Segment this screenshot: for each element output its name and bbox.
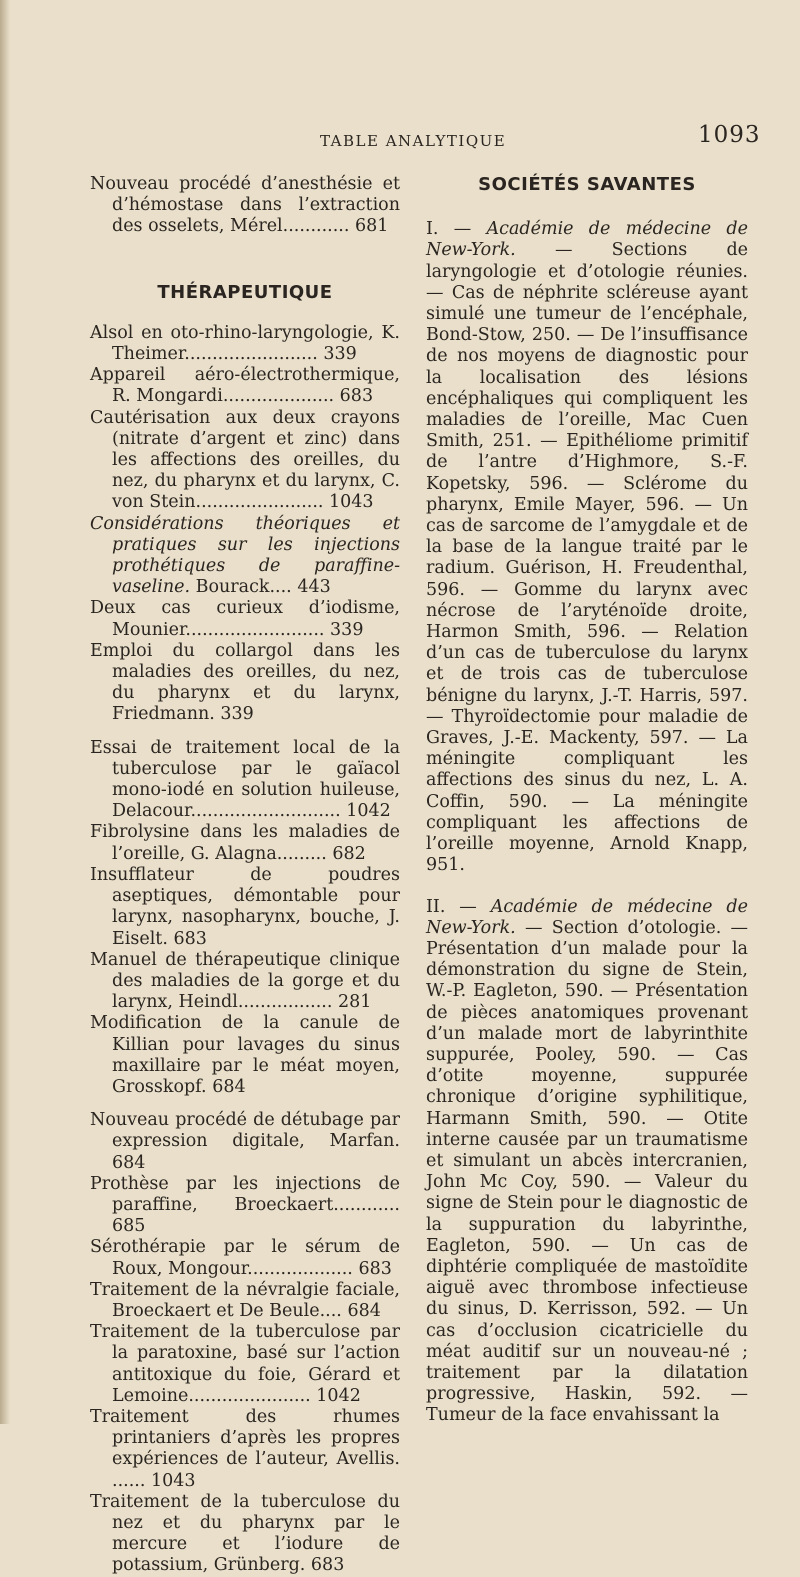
index-entry: [90, 514, 400, 599]
index-entry: [90, 641, 400, 726]
entry-page: 681: [354, 216, 389, 237]
running-title: TABLE ANALYTIQUE: [320, 132, 507, 150]
entry-text: Traitement des rhumes printaniers d’après les propres expériences de l’auteur, Avellis. ......: [90, 1406, 400, 1491]
entry-page: 683: [358, 1258, 392, 1279]
society-body: — Sections de laryngologie et d’otologie réunies. — Cas de néphrite scléreuse ayant simulé une tumeur de l’encéphale, Bond-Stow, 250. — De l’insuffisance de nos moyens de diagnostic pour la localisation des lésions encéphaliques qui compliquent les maladies de l’oreille, Mac Cuen Smith, 251. — Epithéliome primitif de l’antre d’Highmore, S.-F. Kopetsky, 596. — Sclérome du pharynx, Emile Mayer, 596. — Un cas de sarcome de l’amygdale et de la base de la langue traité par le radium. Guérison, H. Freudenthal, 596. — Gomme du larynx avec nécrose de l’aryténoïde droite, Harmon Smith, 596. — Relation d’un cas de tuberculose du larynx et de trois cas de tuberculose bénigne du larynx, J.-T. Harris, 597. — Thyroïdectomie pour maladie de Graves, J.-E. Mackenty, 597. — La méningite compliquant les affections des sinus du nez, L. A. Coffin, 590. — La méningite compliquant les affections de l’oreille moyenne, Arnold Knapp, 951.: [426, 240, 748, 876]
index-entry: [90, 1237, 400, 1279]
entry-text: Nouveau procédé de détubage par expression digitale, Marfan.: [90, 1110, 400, 1152]
society-entry: [426, 897, 748, 1427]
index-entry: [90, 1013, 400, 1098]
index-entry: [90, 822, 400, 864]
entry-page: 683: [310, 1555, 345, 1576]
entry-text: Appareil aéro-électrothermique, R. Mongardi....................: [90, 365, 400, 407]
society-number: II.: [426, 896, 446, 917]
entry-text: Manuel de thérapeutique clinique des maladies de la gorge et du larynx, Heindl.................: [90, 949, 400, 1013]
page-binding-edge: [0, 0, 10, 1424]
right-column: [426, 174, 748, 1427]
entry-page: 1043: [329, 492, 374, 513]
entry-text: Insufflateur de poudres aseptiques, démontable pour larynx, nasopharynx, bouche, J. Eiselt.: [90, 864, 400, 949]
entry-page: 684: [347, 1300, 381, 1321]
index-entry: [90, 865, 400, 950]
entry-text: Modification de la canule de Killian pour lavages du sinus maxillaire par le méat moyen, Grosskopf.: [90, 1013, 400, 1097]
entry-text: Bourack....: [190, 577, 292, 598]
entry-page: 339: [220, 704, 254, 725]
section-title-therapeutique: THÉRAPEUTIQUE: [157, 281, 333, 303]
entry-page: 684: [112, 1152, 146, 1173]
index-entry: [90, 738, 400, 823]
index-entry: [90, 1110, 400, 1174]
entry-page: 683: [339, 386, 374, 407]
index-entry: [90, 1407, 400, 1492]
entry-text: Emploi du collargol dans les maladies des oreilles, du nez, du pharynx et du larynx, Friedmann.: [90, 640, 400, 725]
entry-text: Traitement de la névralgie faciale, Broeckaert et De Beule....: [90, 1279, 400, 1321]
entry-text: Prothèse par les injections de paraffine, Broeckaert............: [90, 1173, 400, 1215]
entry-page: 339: [330, 619, 364, 640]
entry-page: 685: [112, 1216, 146, 1237]
index-entry: [90, 598, 400, 640]
entry-text: Essai de traitement local de la tuberculose par le gaïacol mono-iodé en solution huileuse, Delacour...........................: [90, 737, 400, 822]
entry-text: Nouveau procédé d’anesthésie et d’hémostase dans l’extraction des osselets, Mérel............: [90, 174, 400, 237]
society-title: — Académie de médecine de New-York.: [426, 219, 748, 261]
entry-page: 281: [337, 992, 372, 1013]
entry-page: 684: [212, 1076, 246, 1097]
entry-page: 683: [173, 928, 207, 949]
entry-italic-title: Considérations théoriques et pratiques sur les injections prothétiques de paraffine-vaseline.: [90, 513, 400, 598]
entry-text: Fibrolysine dans les maladies de l’oreille, G. Alagna.........: [90, 822, 400, 864]
section-title-societes-savantes: SOCIÉTÉS SAVANTES: [478, 174, 696, 195]
index-entry: [90, 1174, 400, 1238]
entry-text: Traitement de la tuberculose du nez et du pharynx par le mercure et l’iodure de potassium, Grünberg.: [90, 1491, 400, 1576]
entry-text: Traitement de la tuberculose par la paratoxine, basé sur l’action antitoxique du foie, Gérard et Lemoine......................: [90, 1322, 400, 1406]
entry-page: 1042: [346, 801, 391, 822]
index-entry: [90, 365, 400, 407]
entry-text: Sérothérapie par le sérum de Roux, Mongour...................: [90, 1237, 400, 1279]
entry-page: 443: [297, 577, 331, 598]
index-entry: [90, 323, 400, 365]
index-entry: [90, 1322, 400, 1407]
entry-page: 682: [332, 843, 366, 864]
therapeutique-entry-list: [90, 323, 400, 1577]
entry-page: 1043: [150, 1470, 196, 1491]
index-entry: [90, 950, 400, 1014]
index-entry: [90, 174, 400, 238]
index-entry: [90, 408, 400, 514]
entry-text: Cautérisation aux deux crayons (nitrate d’argent et zinc) dans les affections des oreilles, du nez, du pharynx et du larynx, C. von Stein.......................: [90, 407, 400, 513]
society-title: — Académie de médecine de New-York.: [426, 896, 748, 938]
entry-page: 339: [323, 344, 357, 365]
left-column: [90, 174, 400, 1577]
entry-page: 1042: [316, 1385, 361, 1406]
index-entry: [90, 1280, 400, 1322]
page-number: 1093: [698, 122, 761, 148]
society-entry: [426, 219, 748, 876]
entry-text: Alsol en oto-rhino-laryngologie, K. Theimer........................: [90, 322, 400, 365]
society-body: — Section d’otologie. — Présentation d’un malade pour la démonstration du signe de Stein, W.-P. Eagleton, 590. — Présentation de pièces anatomiques provenant d’un malade mort de labyrinthite suppurée, Pooley, 590. — Cas d’otite moyenne, suppurée chronique d’origine syphilitique, Harmann Smith, 590. — Otite interne causée par un traumatisme et simulant un abcès intercranien, John Mc Coy, 590. — Valeur du signe de Stein pour le diagnostic de la suppuration du labyrinthe, Eagleton, 590. — Un cas de diphtérie compliquée de mastoïdite aiguë avec thrombose infectieuse du sinus, D. Kerrisson, 592. — Un cas d’occlusion cicatricielle du méat auditif sur un nouveau-né ; traitement par la dilatation progressive, Haskin, 592. — Tumeur de la face envahissant la: [426, 917, 748, 1426]
index-entry: [90, 1492, 400, 1577]
society-number: I.: [426, 219, 439, 240]
entry-text: Deux cas curieux d’iodisme, Mounier.........................: [90, 598, 400, 640]
